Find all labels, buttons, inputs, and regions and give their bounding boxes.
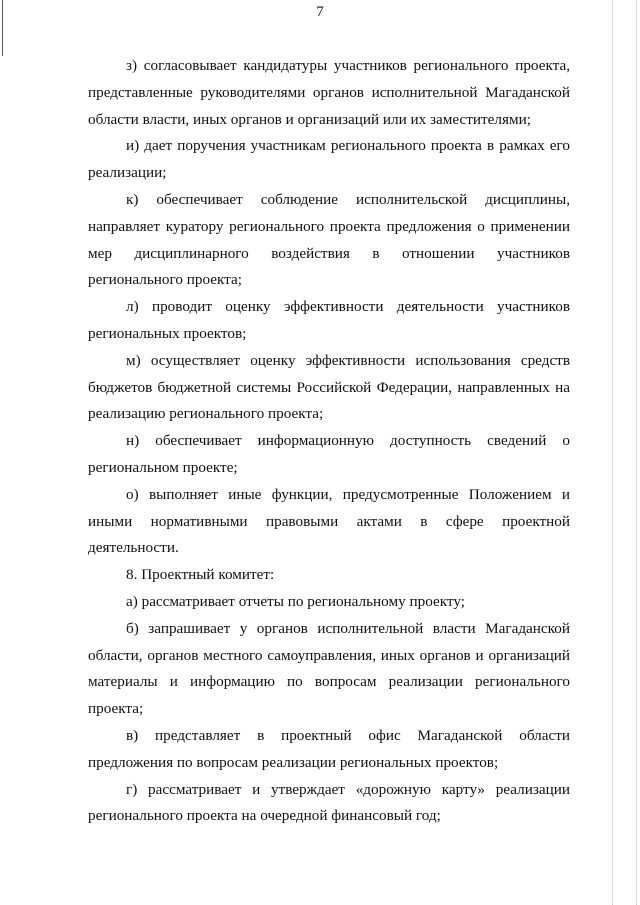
paragraph-v: в) представляет в проектный офис Магаданской области предложения по вопросам реализации региональных проектов; — [88, 726, 570, 771]
scan-edge-line — [612, 0, 614, 905]
paragraph-k: к) обеспечивает соблюдение исполнительской дисциплины, направляет куратору регионального проекта предложения о применении мер дисциплинарного воздействия в отношении участников регионального проекта; — [88, 190, 570, 289]
paragraph-o: о) выполняет иные функции, предусмотренные Положением и иными нормативными правовыми актами в сфере проектной деятельности. — [88, 485, 570, 557]
paragraph-l: л) проводит оценку эффективности деятельности участников региональных проектов; — [88, 298, 570, 342]
paragraph-i: и) дает поручения участникам регионального проекта в рамках его реализации; — [88, 137, 570, 182]
paragraph-a: а) рассматривает отчеты по региональному проекту; — [126, 592, 465, 610]
page-number: 7 — [316, 4, 324, 20]
paragraph-g: г) рассматривает и утверждает «дорожную карту» реализации регионального проекта на очередной финансовый год; — [88, 780, 570, 825]
paragraph-n: н) обеспечивает информационную доступность сведений о региональном проекте; — [88, 432, 570, 476]
paragraph-b: б) запрашивает у органов исполнительной власти Магаданской области, органов местного самоуправления, иных органов и организаций материалы и информацию по вопросам реализации регионального проекта; — [88, 619, 570, 718]
paragraph-m: м) осуществляет оценку эффективности использования средств бюджетов бюджетной системы Российской Федерации, направленных на реализацию регионального проекта; — [88, 351, 570, 423]
document-body — [88, 53, 570, 830]
scan-edge-line — [636, 0, 638, 905]
paragraph-z: з) согласовывает кандидатуры участников регионального проекта, представленные руководителями органов исполнительной Магаданской области власти, иных органов и организаций или их заместителями; — [88, 57, 570, 128]
section-heading-8: 8. Проектный комитет: — [126, 566, 275, 584]
